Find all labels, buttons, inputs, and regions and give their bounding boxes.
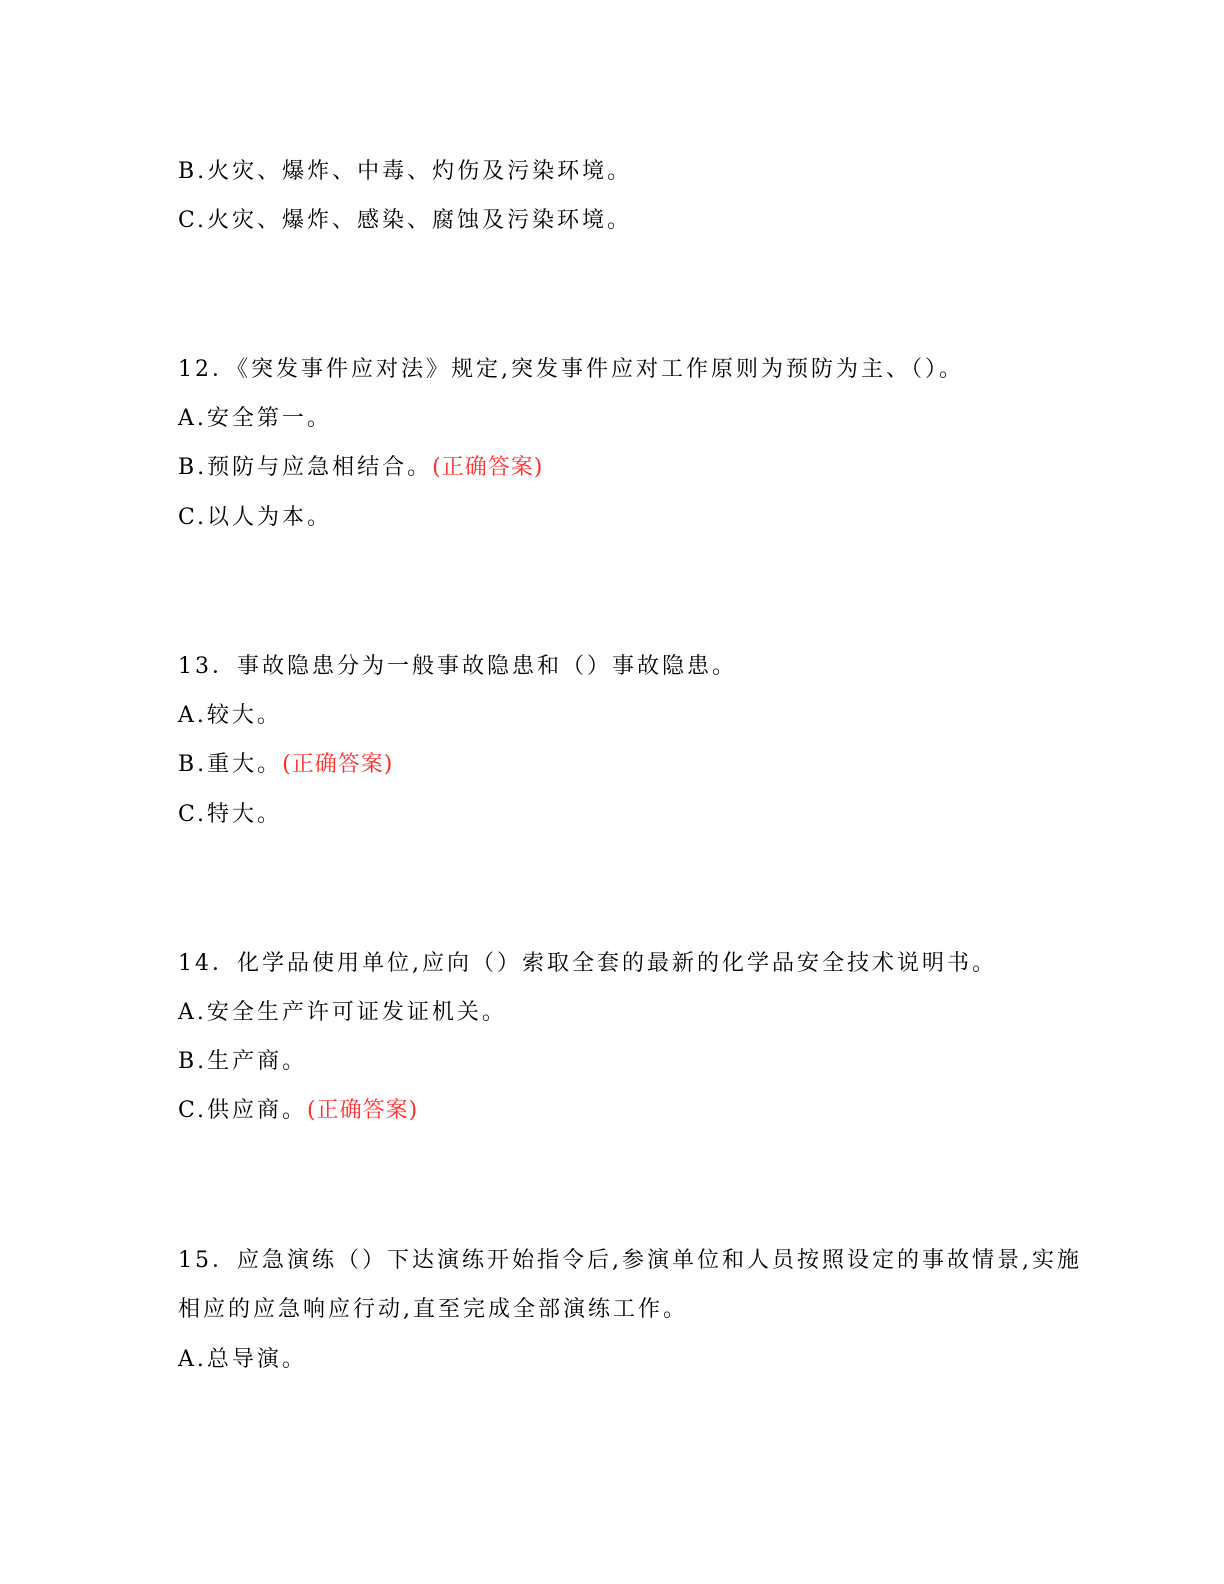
- option-text: A.总导演。: [178, 1347, 307, 1372]
- q13-option-b: [178, 750, 393, 780]
- q11-option-b: [178, 157, 632, 187]
- q15-option-a: [178, 1345, 307, 1375]
- option-text: A.安全第一。: [178, 406, 332, 431]
- q15-question-line-2: [178, 1295, 688, 1325]
- correct-answer-tag: (正确答案): [432, 455, 544, 480]
- option-text: A.较大。: [178, 703, 282, 728]
- q14-option-b: [178, 1047, 307, 1077]
- q12-option-c: [178, 503, 332, 533]
- q12-option-b: [178, 453, 543, 483]
- option-text: B.火灾、爆炸、中毒、灼伤及污染环境。: [178, 159, 633, 184]
- q14-question: [178, 949, 997, 979]
- option-text: C.以人为本。: [178, 505, 333, 530]
- q13-option-a: [178, 701, 282, 731]
- option-text: B.生产商。: [178, 1049, 308, 1074]
- q14-option-c: [178, 1096, 418, 1126]
- q12-question: [178, 355, 964, 385]
- q13-question: [178, 652, 737, 682]
- option-text: C.火灾、爆炸、感染、腐蚀及污染环境。: [178, 208, 633, 233]
- option-text: C.特大。: [178, 802, 283, 827]
- q15-question-line-1: [178, 1246, 1082, 1276]
- option-text: B.重大。: [178, 752, 283, 777]
- question-text: 14．化学品使用单位,应向（）索取全套的最新的化学品安全技术说明书。: [178, 951, 997, 976]
- option-text: C.供应商。: [178, 1098, 308, 1123]
- question-text: 相应的应急响应行动,直至完成全部演练工作。: [178, 1297, 688, 1322]
- q14-option-a: [178, 998, 507, 1028]
- question-text: 15．应急演练（）下达演练开始指令后,参演单位和人员按照设定的事故情景,实施: [178, 1248, 1082, 1273]
- option-text: B.预防与应急相结合。: [178, 455, 433, 480]
- correct-answer-tag: (正确答案): [307, 1098, 419, 1123]
- question-text: 12．《突发事件应对法》规定,突发事件应对工作原则为预防为主、（）。: [178, 357, 964, 382]
- correct-answer-tag: (正确答案): [282, 752, 394, 777]
- q13-option-c: [178, 800, 282, 830]
- q12-option-a: [178, 404, 332, 434]
- question-text: 13．事故隐患分为一般事故隐患和（）事故隐患。: [178, 654, 737, 679]
- q11-option-c: [178, 206, 632, 236]
- option-text: A.安全生产许可证发证机关。: [178, 1000, 507, 1025]
